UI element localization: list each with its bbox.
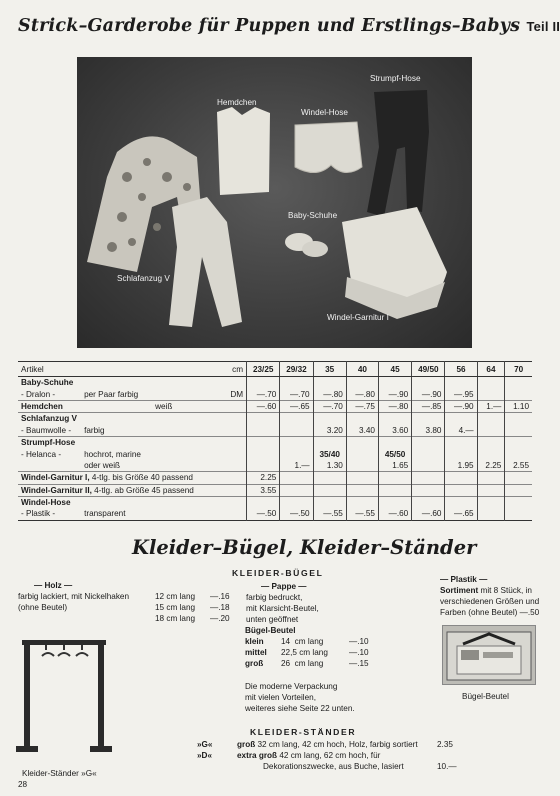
row-spec (152, 413, 222, 425)
table-row (18, 472, 532, 484)
holz-price: —.20 (210, 614, 230, 623)
staender-desc (237, 739, 437, 750)
holz-size: 12 cm lang (155, 592, 196, 601)
beutel-size: 14 cm lang (281, 637, 324, 646)
table-row (18, 436, 532, 448)
price-cell: 45/50 (378, 448, 411, 459)
price-cell: 1.95 (445, 460, 477, 472)
price-cell (378, 413, 411, 425)
price-cell (505, 436, 532, 448)
garments-illustration (77, 57, 472, 348)
col-size: 56 (445, 362, 477, 377)
price-cell: 1.10 (505, 400, 532, 412)
staender-code: »G« (197, 740, 213, 749)
row-spec: farbig (84, 425, 105, 435)
plastik-line2: verschiedenen Größen und (440, 597, 540, 606)
price-cell: —.65 (445, 508, 477, 520)
row-label: Baby-Schuhe (18, 377, 152, 389)
label-strumpf-hose: Strumpf-Hose (370, 74, 421, 83)
pappe-desc-line: mit Klarsicht-Beutel, (246, 604, 319, 613)
price-cell: —.80 (378, 400, 411, 412)
price-cell: 3.20 (313, 425, 346, 437)
row-spec: oder weiß (84, 460, 121, 470)
price-cell: 1.— (280, 460, 313, 472)
row-spec (152, 496, 222, 508)
price-cell (247, 425, 280, 437)
price-cell (412, 436, 445, 448)
row-unit (222, 436, 247, 448)
price-cell (477, 436, 505, 448)
table-header-row (18, 362, 532, 377)
holz-line (18, 602, 233, 613)
beutel-line (245, 658, 425, 669)
price-cell (412, 484, 445, 496)
price-cell (280, 472, 313, 484)
price-cell (313, 472, 346, 484)
price-cell: 3.55 (247, 484, 280, 496)
staender-section-title: KLEIDER-STÄNDER (250, 727, 357, 737)
staender-desc (237, 750, 437, 761)
price-cell (505, 472, 532, 484)
label-hemdchen: Hemdchen (217, 98, 257, 107)
price-cell (247, 496, 280, 508)
row-spec-extra (152, 448, 222, 459)
row-unit (222, 508, 247, 520)
price-cell (412, 377, 445, 389)
holz-heading: — Holz — (34, 581, 73, 590)
price-cell (346, 496, 378, 508)
holz-size: 15 cm lang (155, 603, 196, 612)
price-cell: —.55 (313, 508, 346, 520)
beutel-heading: Bügel-Beutel (245, 626, 296, 635)
beutel-name: groß (245, 659, 264, 668)
price-cell (247, 413, 280, 425)
holz-price: —.16 (210, 592, 230, 601)
price-cell (412, 460, 445, 472)
price-cell (445, 436, 477, 448)
price-cell (505, 448, 532, 459)
plastik-line1: mit 8 Stück, in (478, 586, 532, 595)
price-cell (477, 496, 505, 508)
beutel-line (245, 647, 425, 658)
col-size: 70 (505, 362, 532, 377)
row-spec: 4-tlg. bis Größe 40 passend (91, 473, 193, 483)
price-cell (346, 472, 378, 484)
buegel-beutel-caption: Bügel-Beutel (462, 692, 509, 701)
staender-desc (237, 761, 437, 772)
staender-list (197, 739, 457, 772)
pappe-note-line: Die moderne Verpackung (245, 682, 338, 691)
price-cell (445, 484, 477, 496)
price-cell (505, 413, 532, 425)
holz-desc: farbig lackiert, mit Nickelhaken (18, 592, 130, 601)
row-unit (222, 460, 247, 472)
price-cell (378, 472, 411, 484)
price-cell (477, 472, 505, 484)
price-cell: 1.— (477, 400, 505, 412)
pappe-note-line: mit vielen Vorteilen, (245, 693, 316, 702)
table-row (18, 377, 532, 389)
row-label: Schlafanzug V (18, 413, 152, 425)
beutel-line (245, 636, 425, 647)
row-unit (222, 425, 247, 437)
price-cell: —.70 (247, 388, 280, 400)
pappe-block (245, 581, 425, 714)
row-spec: per Paar farbig (84, 389, 139, 399)
price-cell (477, 448, 505, 459)
price-cell (445, 496, 477, 508)
pappe-note-line: weiteres siehe Seite 22 unten. (245, 704, 355, 713)
price-cell (280, 496, 313, 508)
plastik-heading: — Plastik — (440, 575, 488, 584)
product-photo (77, 57, 472, 348)
col-artikel: Artikel (18, 362, 74, 377)
price-cell (280, 484, 313, 496)
table-row (18, 448, 532, 459)
price-cell: —.50 (247, 508, 280, 520)
holz-line (18, 591, 233, 602)
price-cell: —.90 (412, 388, 445, 400)
price-cell (247, 460, 280, 472)
row-text (18, 472, 247, 484)
row-sub: - Plastik - (21, 509, 56, 519)
price-cell: —.50 (280, 508, 313, 520)
price-cell (445, 472, 477, 484)
price-cell: —.90 (378, 388, 411, 400)
price-cell (412, 448, 445, 459)
price-cell (280, 448, 313, 459)
title-text: Strick–Garderobe für Puppen und Erstlings–Babys (18, 16, 521, 36)
buegel-beutel-image (442, 625, 536, 685)
row-unit (222, 413, 247, 425)
table-row (18, 425, 532, 437)
beutel-price: —.10 (349, 637, 369, 646)
price-cell (378, 496, 411, 508)
row-spec-extra (152, 425, 222, 437)
beutel-size: 26 cm lang (281, 659, 324, 668)
price-cell (505, 425, 532, 437)
staender-line (197, 750, 457, 761)
pappe-heading: — Pappe — (261, 582, 307, 591)
label-windel-hose: Windel-Hose (301, 108, 348, 117)
col-size: 45 (378, 362, 411, 377)
price-cell: 1.30 (313, 460, 346, 472)
price-cell (280, 377, 313, 389)
staender-code: »D« (197, 751, 213, 760)
price-cell: —.80 (313, 388, 346, 400)
row-label: Hemdchen (18, 400, 152, 412)
price-cell (505, 388, 532, 400)
holz-size: 18 cm lang (155, 614, 196, 623)
price-cell (346, 460, 378, 472)
section-title: Kleider–Bügel, Kleider–Ständer (132, 536, 477, 559)
col-size: 40 (346, 362, 378, 377)
row-spec-extra (152, 388, 222, 400)
price-cell: —.60 (247, 400, 280, 412)
row-sub (18, 460, 74, 472)
price-cell (313, 484, 346, 496)
price-cell (280, 425, 313, 437)
staender-text: 42 cm lang, 62 cm hoch, für (277, 751, 381, 760)
beutel-name: mittel (245, 648, 267, 657)
price-cell (505, 508, 532, 520)
col-size: 35 (313, 362, 346, 377)
price-cell (477, 508, 505, 520)
title-part: Teil II (526, 19, 560, 34)
price-cell: —.55 (346, 508, 378, 520)
price-cell (477, 377, 505, 389)
row-spec: 4-tlg. ab Größe 45 passend (94, 485, 194, 495)
holz-line (18, 613, 233, 624)
price-cell (505, 496, 532, 508)
holz-desc: (ohne Beutel) (18, 603, 68, 612)
holz-block (18, 580, 233, 624)
price-cell: —.90 (445, 400, 477, 412)
price-cell (378, 436, 411, 448)
col-size: 29/32 (280, 362, 313, 377)
price-cell (445, 413, 477, 425)
label-schlafanzug: Schlafanzug V (117, 274, 170, 283)
plastik-price: —.50 (519, 608, 540, 617)
price-cell (280, 436, 313, 448)
row-unit (222, 400, 247, 412)
pappe-desc-line: unten geöffnet (246, 615, 299, 624)
table-row (18, 508, 532, 520)
table-row (18, 496, 532, 508)
price-cell (346, 448, 378, 459)
col-size: 49/50 (412, 362, 445, 377)
price-cell (346, 377, 378, 389)
price-cell: —.75 (346, 400, 378, 412)
row-sub: - Baumwolle - (21, 425, 72, 435)
price-cell: —.70 (313, 400, 346, 412)
staender-caption: Kleider-Ständer »G« (22, 769, 97, 778)
beutel-price: —.10 (349, 648, 369, 657)
price-cell: —.65 (280, 400, 313, 412)
price-cell (313, 436, 346, 448)
page-title (18, 16, 560, 36)
price-cell: 3.60 (378, 425, 411, 437)
price-cell: 1.65 (378, 460, 411, 472)
price-cell (247, 436, 280, 448)
price-cell: —.95 (445, 388, 477, 400)
row-label: Strumpf-Hose (18, 436, 152, 448)
row-text (18, 484, 247, 496)
price-cell: 3.40 (346, 425, 378, 437)
label-windel-garnitur: Windel-Garnitur I (327, 313, 389, 322)
kleider-staender-drawing (14, 632, 114, 760)
row-label: Windel-Garnitur I, (21, 473, 90, 483)
holz-price: —.18 (210, 603, 230, 612)
beutel-price: —.15 (349, 659, 369, 668)
table-row (18, 400, 532, 412)
price-cell: 2.25 (477, 460, 505, 472)
row-spec-extra (152, 508, 222, 520)
row-spec: transparent (84, 509, 126, 519)
plastik-line3: Farben (ohne Beutel) (440, 608, 518, 617)
price-table (18, 361, 532, 521)
price-cell (477, 413, 505, 425)
staender-size: groß (237, 740, 256, 749)
price-cell: —.60 (378, 508, 411, 520)
buegel-beutel-drawing (443, 626, 535, 684)
row-spec: weiß (152, 400, 222, 412)
col-size: 23/25 (247, 362, 280, 377)
row-unit: DM (230, 389, 244, 399)
price-cell: —.60 (412, 508, 445, 520)
price-cell (280, 413, 313, 425)
price-cell (313, 413, 346, 425)
price-cell (477, 388, 505, 400)
row-spec (152, 436, 222, 448)
staender-size: extra groß (237, 751, 278, 760)
beutel-size: 22,5 cm lang (281, 648, 328, 657)
price-cell (445, 448, 477, 459)
plastik-block (440, 574, 540, 618)
price-cell (313, 377, 346, 389)
pappe-desc-line: farbig bedruckt, (246, 593, 303, 602)
table-row (18, 388, 532, 400)
row-spec: hochrot, marine (84, 449, 141, 459)
row-spec-extra (152, 460, 222, 472)
staender-price: 2.35 (437, 740, 453, 749)
row-label: Windel-Garnitur II, (21, 485, 92, 495)
price-cell (247, 448, 280, 459)
price-cell (412, 472, 445, 484)
col-size: 64 (477, 362, 505, 377)
row-sub: - Helanca - (21, 449, 62, 459)
price-cell: 2.25 (247, 472, 280, 484)
price-cell (378, 484, 411, 496)
price-cell (313, 496, 346, 508)
price-cell: 3.80 (412, 425, 445, 437)
price-cell: —.70 (280, 388, 313, 400)
row-unit (222, 377, 247, 389)
price-cell (346, 484, 378, 496)
row-sub: - Dralon - (21, 389, 56, 399)
price-cell (346, 413, 378, 425)
price-cell (505, 484, 532, 496)
label-baby-schuhe: Baby-Schuhe (288, 211, 338, 220)
table-row (18, 413, 532, 425)
holz-desc (18, 613, 155, 624)
row-unit (222, 496, 247, 508)
plastik-sortiment: Sortiment (440, 586, 479, 595)
price-cell (346, 436, 378, 448)
staender-text: Dekorationszwecke, aus Buche, lasiert (263, 762, 404, 771)
price-cell: 4.— (445, 425, 477, 437)
price-cell (505, 377, 532, 389)
row-spec (152, 377, 222, 389)
page-number: 28 (18, 780, 28, 789)
price-cell (445, 377, 477, 389)
staender-line (197, 739, 457, 750)
row-unit (222, 448, 247, 459)
price-cell (412, 413, 445, 425)
table-row (18, 484, 532, 496)
row-label: Windel-Hose (18, 496, 152, 508)
price-cell: —.80 (346, 388, 378, 400)
price-cell (378, 377, 411, 389)
staender-text: 32 cm lang, 42 cm hoch, Holz, farbig sortiert (255, 740, 418, 749)
staender-code (197, 761, 237, 772)
buegel-section-title: KLEIDER-BÜGEL (232, 568, 324, 578)
price-cell (477, 425, 505, 437)
col-unit: cm (222, 362, 247, 377)
staender-line (197, 761, 457, 772)
kleider-staender-image (14, 632, 114, 760)
price-cell (412, 496, 445, 508)
price-cell: 35/40 (313, 448, 346, 459)
price-cell: —.85 (412, 400, 445, 412)
price-cell (477, 484, 505, 496)
table-row (18, 460, 532, 472)
price-cell (247, 377, 280, 389)
staender-price: 10.— (437, 762, 457, 771)
beutel-name: klein (245, 637, 264, 646)
price-cell: 2.55 (505, 460, 532, 472)
